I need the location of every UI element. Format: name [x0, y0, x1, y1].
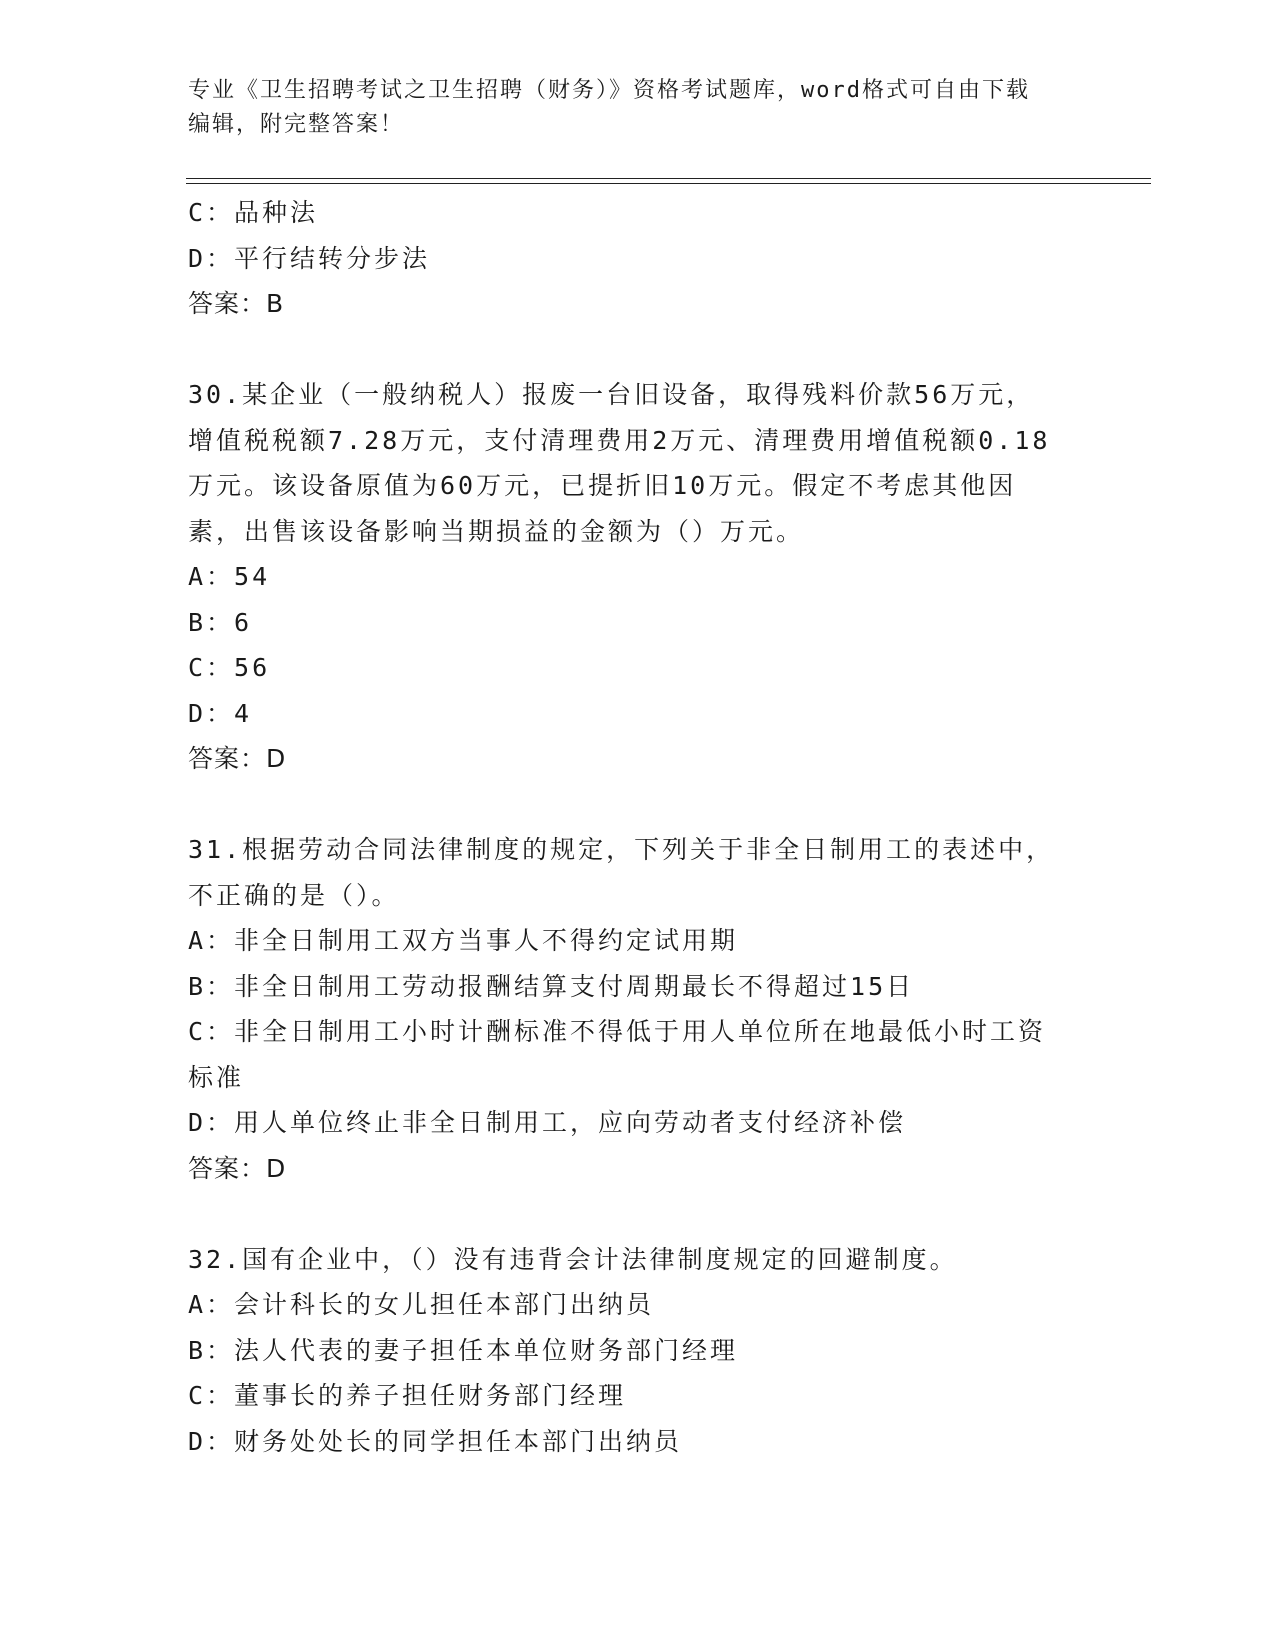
question-stem-line: 30.某企业（一般纳税人）报废一台旧设备，取得残料价款56万元，: [188, 380, 1035, 409]
option-b: B：法人代表的妻子担任本单位财务部门经理: [188, 1335, 739, 1365]
question-block-32: [188, 1237, 1088, 1465]
question-block-30: [188, 372, 1088, 782]
option-c: C：董事长的养子担任财务部门经理: [188, 1381, 627, 1410]
header-divider-top: [186, 178, 1151, 179]
answer-line: 答案：D: [188, 744, 287, 773]
option-c-continuation: 标准: [188, 1062, 245, 1092]
question-stem-line: 素，出售该设备影响当期损益的金额为（）万元。: [188, 516, 805, 546]
option-c: C：非全日制用工小时计酬标准不得低于用人单位所在地最低小时工资: [188, 1017, 1047, 1046]
option-d: D：4: [188, 698, 253, 728]
answer-line: 答案：B: [188, 289, 285, 318]
option-d: D：平行结转分步法: [188, 243, 431, 273]
header-line-2: 编辑，附完整答案！: [188, 112, 405, 137]
option-a: A：54: [188, 562, 271, 591]
option-c: C：品种法: [188, 198, 319, 227]
header-divider-bottom: [186, 183, 1151, 184]
option-d: D：用人单位终止非全日制用工，应向劳动者支付经济补偿: [188, 1108, 907, 1137]
question-stem-line: 32.国有企业中，（）没有违背会计法律制度规定的回避制度。: [188, 1244, 958, 1274]
document-header: [188, 74, 1068, 142]
question-stem-line: 万元。该设备原值为60万元，已提折旧10万元。假定不考虑其他因: [188, 471, 1017, 500]
option-c: C：56: [188, 653, 271, 682]
question-stem-line: 31.根据劳动合同法律制度的规定，下列关于非全日制用工的表述中，: [188, 835, 1055, 864]
option-d: D：财务处处长的同学担任本部门出纳员: [188, 1426, 683, 1456]
spacer: [188, 782, 1088, 828]
question-content: [188, 190, 1088, 1464]
option-b: B：6: [188, 607, 253, 637]
question-block-29: [188, 190, 1088, 327]
header-line-1: 专业《卫生招聘考试之卫生招聘（财务）》资格考试题库，word格式可自由下载: [188, 78, 1030, 103]
option-a: A：非全日制用工双方当事人不得约定试用期: [188, 926, 739, 955]
answer-line: 答案：D: [188, 1153, 287, 1183]
spacer: [188, 1191, 1088, 1237]
question-block-31: [188, 827, 1088, 1191]
question-stem-line: 增值税税额7.28万元，支付清理费用2万元、清理费用增值税额0.18: [188, 425, 1051, 455]
option-a: A：会计科长的女儿担任本部门出纳员: [188, 1290, 655, 1319]
question-stem-line: 不正确的是（）。: [188, 880, 400, 910]
option-b: B：非全日制用工劳动报酬结算支付周期最长不得超过15日: [188, 971, 915, 1001]
spacer: [188, 327, 1088, 373]
